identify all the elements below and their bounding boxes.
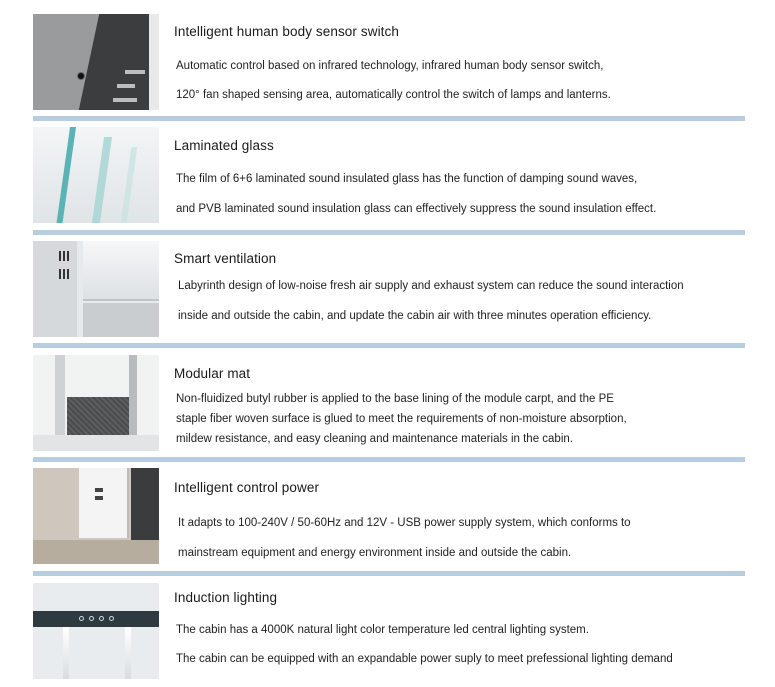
feature-text: and PVB laminated sound insulation glass can effectively suppress the sound insulation effect. [176,203,657,215]
power-image [33,468,159,564]
feature-text: Automatic control based on infrared technology, infrared human body sensor switch, [176,60,604,72]
modular-mat-image [33,355,159,451]
feature-text: Labyrinth design of low-noise fresh air supply and exhaust system can reduce the sound interaction [178,280,684,292]
feature-title: Smart ventilation [174,251,277,266]
feature-title: Induction lighting [174,590,278,605]
lighting-image [33,583,159,679]
feature-title: Modular mat [174,366,251,381]
feature-text: Non-fluidized butyl rubber is applied to the base lining of the module carpt, and the PE [176,393,614,405]
section-divider [33,457,745,462]
feature-text: It adapts to 100-240V / 50-60Hz and 12V - USB power supply system, which conforms to [178,517,631,529]
ventilation-image [33,241,159,337]
section-divider [33,116,745,121]
feature-text: mildew resistance, and easy cleaning and maintenance materials in the cabin. [176,433,573,445]
feature-text: The cabin can be equipped with an expandable power suply to meet prefessional lighting demand [176,653,673,665]
feature-text: 120° fan shaped sensing area, automatically control the switch of lamps and lanterns. [176,89,611,101]
feature-text: The cabin has a 4000K natural light color temperature led central lighting system. [176,624,589,636]
laminated-glass-image [33,127,159,223]
feature-text: inside and outside the cabin, and update the cabin air with three minutes operation efficiency. [178,310,652,322]
sensor-switch-image [33,14,159,110]
feature-title: Laminated glass [174,138,274,153]
section-divider [33,230,745,235]
section-divider [33,571,745,576]
feature-title: Intelligent control power [174,480,320,495]
feature-title: Intelligent human body sensor switch [174,24,399,39]
feature-text: staple fiber woven surface is glued to meet the requirements of non-moisture absorption, [176,413,627,425]
feature-text: mainstream equipment and energy environment inside and outside the cabin. [178,547,572,559]
sensor-dot-icon [77,72,85,80]
feature-text: The film of 6+6 laminated sound insulated glass has the function of damping sound waves, [176,173,638,185]
section-divider [33,343,745,348]
